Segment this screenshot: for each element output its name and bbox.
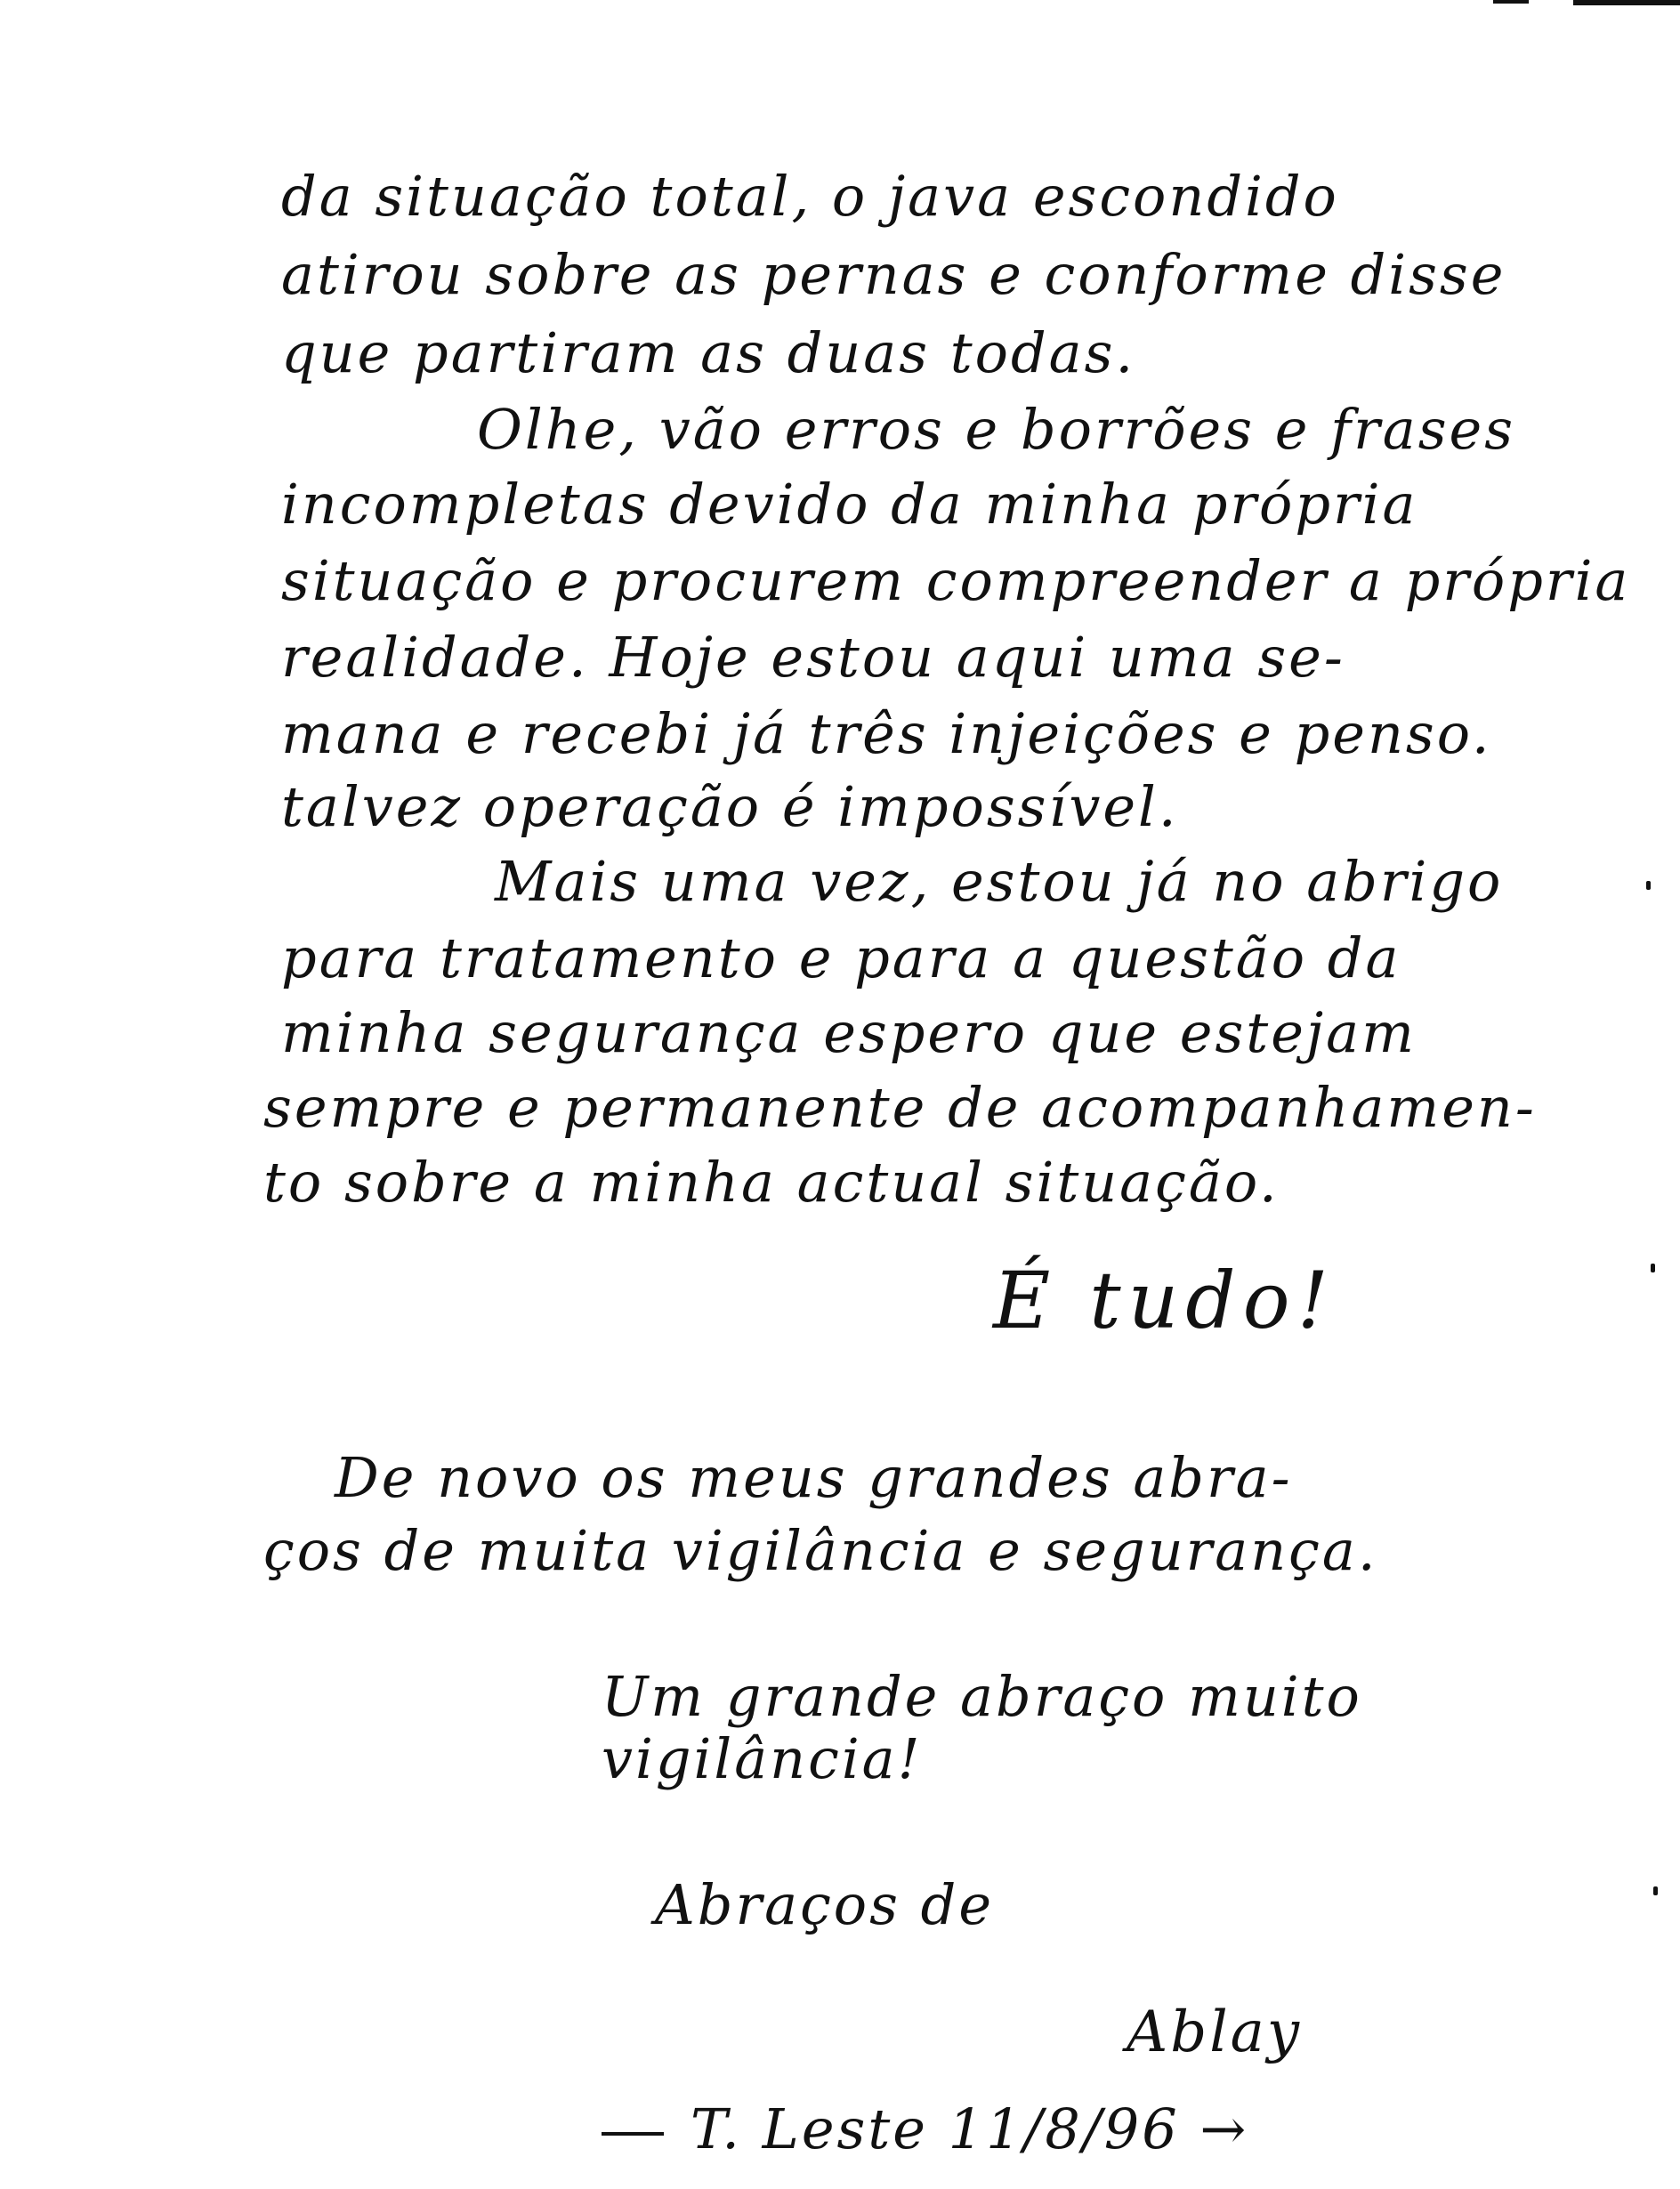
letter-line-1: da situação total, o java escondido xyxy=(281,164,1339,229)
scan-corner-mark xyxy=(1573,0,1680,5)
letter-line-12: minha segurança espero que estejam xyxy=(281,1000,1417,1065)
letter-line-13: sempre e permanente de acompanhamen- xyxy=(263,1075,1537,1140)
scan-speck xyxy=(1646,881,1651,890)
greeting-line: Abraços de xyxy=(655,1872,995,1937)
signature: Ablay xyxy=(1127,1999,1302,2065)
letter-line-6: situação e procurem compreender a própria xyxy=(281,548,1631,613)
letter-line-14: to sobre a minha actual situação. xyxy=(263,1150,1280,1215)
leading-dash xyxy=(602,2132,664,2136)
letter-line-3: que partiram as duas todas. xyxy=(281,320,1136,385)
letter-line-8: mana e recebi já três injeições e penso. xyxy=(281,701,1492,766)
place-date-text: T. Leste 11/8/96 → xyxy=(691,2096,1249,2161)
letter-line-5: incompletas devido da minha própria xyxy=(281,472,1418,537)
letter-line-9: talvez operação é impossível. xyxy=(281,774,1179,839)
letter-line-2: atirou sobre as pernas e conforme disse xyxy=(281,242,1506,307)
letter-line-11: para tratamento e para a questão da xyxy=(281,925,1401,990)
letter-line-4: Olhe, vão erros e borrões e frases xyxy=(477,397,1516,462)
hug-line-2: vigilância! xyxy=(602,1726,923,1791)
letter-line-10: Mais uma vez, estou já no abrigo xyxy=(495,849,1504,914)
place-date-line xyxy=(602,2096,1249,2161)
hug-line-1: Um grande abraço muito xyxy=(602,1664,1362,1729)
closing-line-2: ços de muita vigilância e segurança. xyxy=(263,1518,1378,1583)
scan-speck xyxy=(1653,1886,1658,1895)
scan-speck xyxy=(1651,1264,1655,1272)
exclamation-line: É tudo! xyxy=(993,1255,1336,1346)
closing-line-1: De novo os meus grandes abra- xyxy=(335,1445,1293,1510)
letter-line-7: realidade. Hoje estou aqui uma se- xyxy=(281,625,1345,690)
